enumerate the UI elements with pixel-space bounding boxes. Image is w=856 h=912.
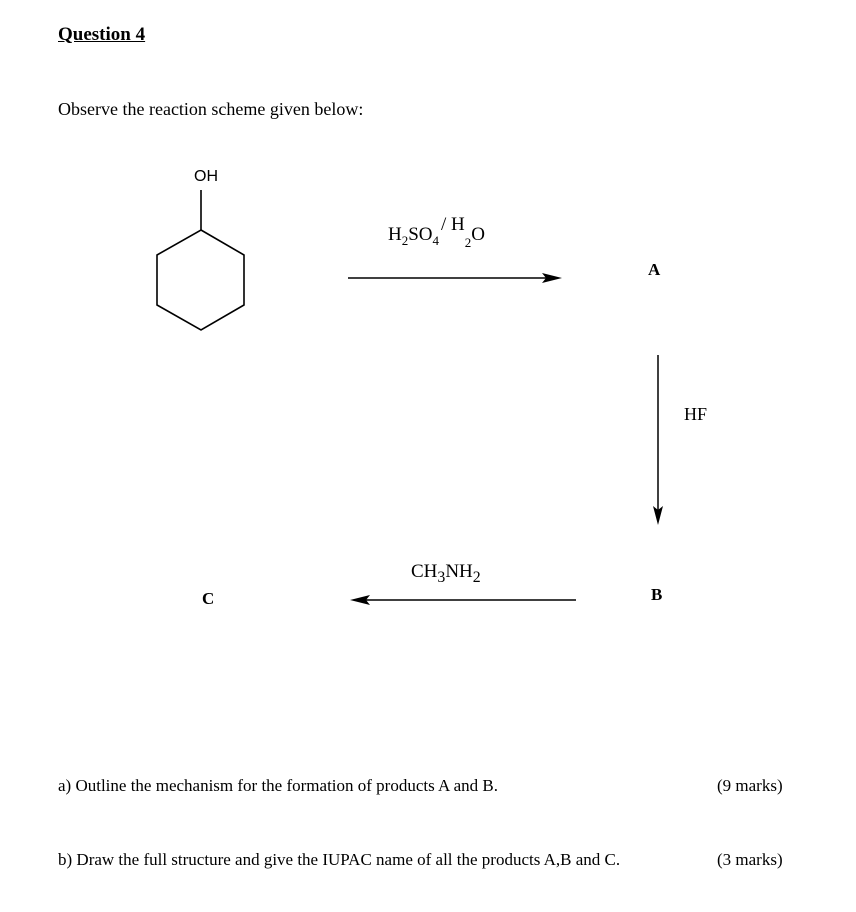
hydroxyl-label: OH (194, 168, 218, 185)
product-a-label: A (648, 260, 661, 279)
step1-reagents: $H_2SO_4/$ $H_2O$ (388, 214, 486, 250)
question-title: Question 4 (58, 24, 146, 45)
step3-reagents: $CH_3NH_2$ (411, 561, 481, 586)
arrow-step1 (348, 273, 562, 283)
intro-text: Observe the reaction scheme given below: (58, 99, 364, 119)
part-a-marks: (9 marks) (717, 776, 783, 795)
product-c-label: C (202, 589, 215, 608)
cyclohexanol-structure (157, 190, 244, 330)
step2-reagent: HF (684, 404, 708, 424)
arrow-step2 (653, 355, 663, 525)
part-b-text: b) Draw the full structure and give the IUPAC name of all the products A,B and C. (58, 850, 621, 869)
cyclohexane-ring (157, 230, 244, 330)
arrow-step3 (350, 595, 576, 605)
part-a-text: a) Outline the mechanism for the formation of products A and B. (58, 776, 499, 795)
part-b-marks: (3 marks) (717, 850, 783, 869)
product-b-label: B (651, 585, 663, 604)
